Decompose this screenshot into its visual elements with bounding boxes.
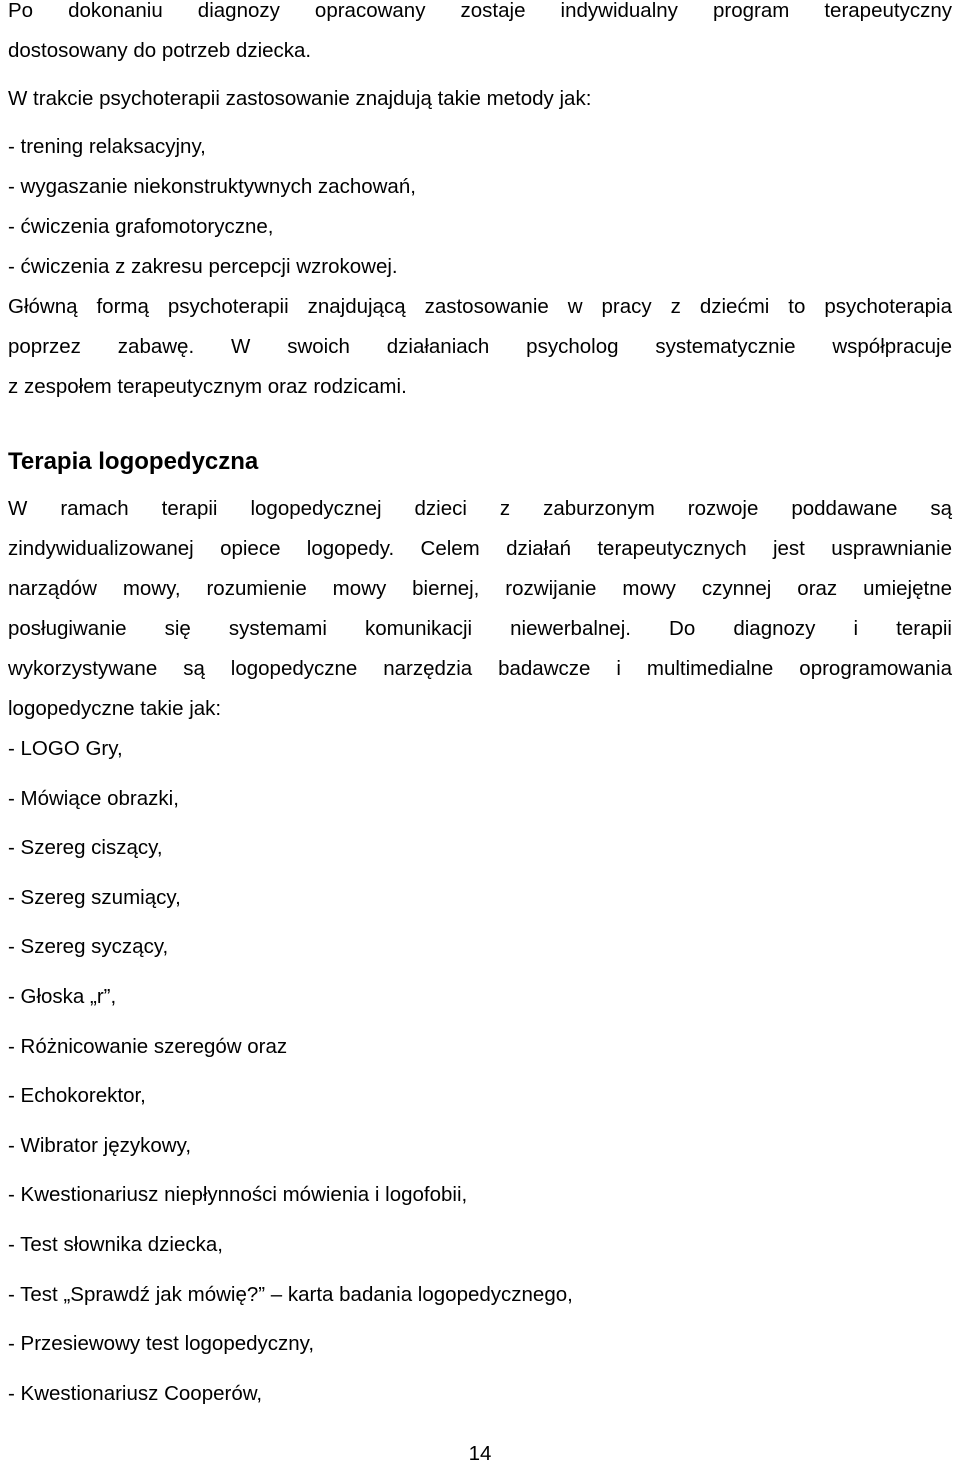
tools-list-item: - Test „Sprawdź jak mówię?” – karta badania logopedycznego, bbox=[8, 1282, 573, 1306]
speech-therapy-line: zindywidualizowanej opiece logopedy. Celem działań terapeutycznych jest usprawnianie bbox=[8, 537, 952, 560]
tools-list-item: - LOGO Gry, bbox=[8, 737, 123, 760]
tools-list-item: - Wibrator językowy, bbox=[8, 1133, 192, 1157]
speech-therapy-line: posługiwanie się systemami komunikacji niewerbalnej. Do diagnozy i terapii bbox=[8, 617, 952, 640]
document-page bbox=[8, 0, 952, 1418]
methods-list-item: - trening relaksacyjny, bbox=[8, 135, 206, 158]
speech-therapy-line: W ramach terapii logopedycznej dzieci z zaburzonym rozwoje poddawane są bbox=[8, 497, 952, 520]
intro-line: dostosowany do potrzeb dziecka. bbox=[8, 39, 312, 62]
tools-list-item: - Mówiące obrazki, bbox=[8, 786, 179, 810]
methods-intro: W trakcie psychoterapii zastosowanie znajdują takie metody jak: bbox=[8, 87, 592, 110]
page-number: 14 bbox=[468, 1442, 492, 1465]
tools-list-item: - Szereg ciszący, bbox=[8, 836, 163, 860]
tools-list-item: - Szereg szumiący, bbox=[8, 885, 181, 909]
tools-list-item: - Głoska „r”, bbox=[8, 984, 117, 1008]
intro-line: Po dokonaniu diagnozy opracowany zostaje indywidualny program terapeutyczny bbox=[8, 0, 952, 22]
psychotherapy-line: z zespołem terapeutycznym oraz rodzicami. bbox=[8, 375, 407, 398]
tools-list-item: - Kwestionariusz Cooperów, bbox=[8, 1381, 263, 1405]
tools-list-item: - Echokorektor, bbox=[8, 1084, 146, 1108]
tools-list-item: - Przesiewowy test logopedyczny, bbox=[8, 1332, 315, 1356]
speech-therapy-paragraph bbox=[8, 489, 952, 729]
psychotherapy-line: Główną formą psychoterapii znajdującą zastosowanie w pracy z dziećmi to psychoterapia bbox=[8, 295, 952, 318]
tools-list-item: - Różnicowanie szeregów oraz bbox=[8, 1034, 288, 1058]
methods-list-item: - wygaszanie niekonstruktywnych zachowań, bbox=[8, 175, 416, 198]
psychotherapy-paragraph bbox=[8, 287, 952, 407]
tools-list-item: - Kwestionariusz niepłynności mówienia i logofobii, bbox=[8, 1183, 468, 1207]
psychotherapy-line: poprzez zabawę. W swoich działaniach psycholog systematycznie współpracuje bbox=[8, 335, 952, 358]
speech-therapy-line: narządów mowy, rozumienie mowy biernej, rozwijanie mowy czynnej oraz umiejętne bbox=[8, 577, 952, 600]
tools-list-item: - Test słownika dziecka, bbox=[8, 1232, 223, 1256]
intro-paragraph bbox=[8, 0, 952, 71]
section-heading: Terapia logopedyczna bbox=[8, 448, 259, 475]
methods-list bbox=[8, 127, 952, 287]
speech-therapy-line: logopedyczne takie jak: bbox=[8, 697, 222, 720]
tools-list-item: - Szereg syczący, bbox=[8, 935, 169, 959]
methods-list-item: - ćwiczenia z zakresu percepcji wzrokowej. bbox=[8, 255, 398, 278]
methods-list-item: - ćwiczenia grafomotoryczne, bbox=[8, 215, 274, 238]
tools-list bbox=[8, 724, 952, 1418]
speech-therapy-line: wykorzystywane są logopedyczne narzędzia badawcze i multimedialne oprogramowania bbox=[8, 657, 952, 680]
